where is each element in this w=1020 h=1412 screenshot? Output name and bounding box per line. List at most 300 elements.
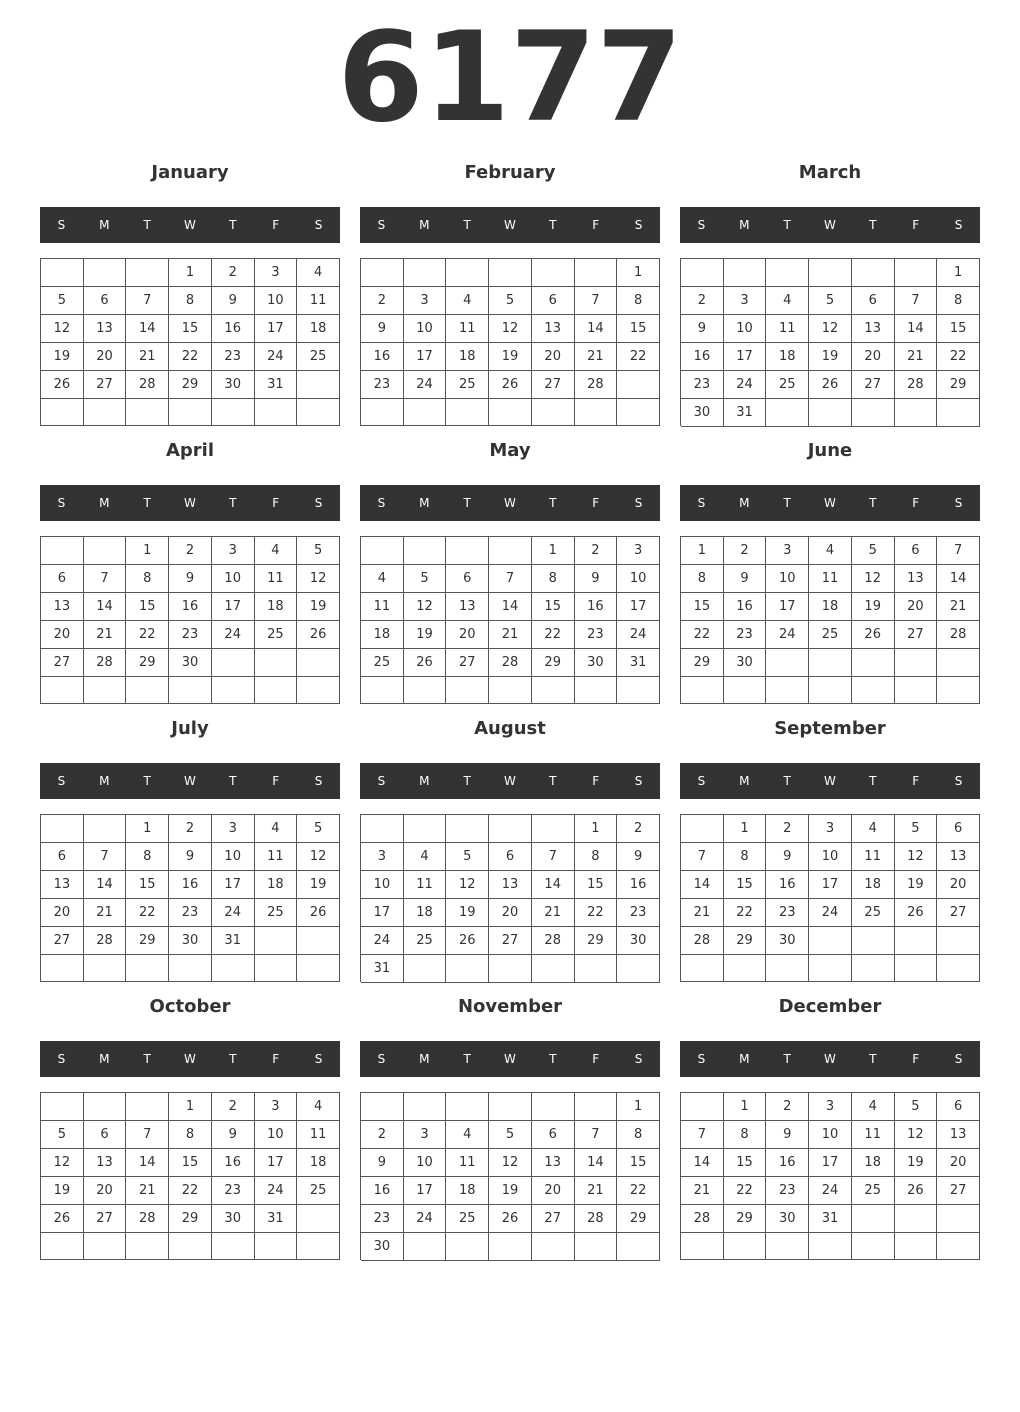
day-cell[interactable]: 2 [724,537,767,565]
day-cell[interactable]: 13 [895,565,938,593]
day-cell[interactable]: 22 [937,343,980,371]
day-cell[interactable]: 20 [532,1177,575,1205]
day-cell[interactable]: 26 [895,899,938,927]
day-cell[interactable]: 3 [255,1093,298,1121]
day-cell[interactable]: 19 [489,343,532,371]
day-cell[interactable]: 5 [895,1093,938,1121]
day-cell[interactable]: 7 [575,287,618,315]
day-cell[interactable]: 14 [532,871,575,899]
day-cell[interactable]: 3 [404,287,447,315]
day-cell[interactable]: 14 [575,315,618,343]
day-cell[interactable]: 30 [617,927,660,955]
day-cell[interactable]: 1 [724,1093,767,1121]
day-cell[interactable]: 10 [617,565,660,593]
day-cell[interactable]: 23 [361,1205,404,1233]
day-cell[interactable]: 27 [532,1205,575,1233]
day-cell[interactable]: 3 [212,815,255,843]
day-cell[interactable]: 6 [937,1093,980,1121]
day-cell[interactable]: 26 [446,927,489,955]
day-cell[interactable]: 7 [895,287,938,315]
day-cell[interactable]: 7 [126,287,169,315]
day-cell[interactable]: 25 [446,1205,489,1233]
day-cell[interactable]: 9 [766,1121,809,1149]
day-cell[interactable]: 3 [724,287,767,315]
day-cell[interactable]: 6 [84,1121,127,1149]
day-cell[interactable]: 7 [937,537,980,565]
day-cell[interactable]: 27 [41,927,84,955]
day-cell[interactable]: 4 [809,537,852,565]
day-cell[interactable]: 13 [489,871,532,899]
day-cell[interactable]: 10 [766,565,809,593]
day-cell[interactable]: 4 [446,287,489,315]
day-cell[interactable]: 7 [681,1121,724,1149]
day-cell[interactable]: 13 [532,1149,575,1177]
day-cell[interactable]: 31 [212,927,255,955]
day-cell[interactable]: 1 [126,537,169,565]
day-cell[interactable]: 28 [84,927,127,955]
day-cell[interactable]: 29 [126,927,169,955]
day-cell[interactable]: 9 [766,843,809,871]
day-cell[interactable]: 14 [84,593,127,621]
day-cell[interactable]: 13 [532,315,575,343]
day-cell[interactable]: 19 [809,343,852,371]
day-cell[interactable]: 25 [446,371,489,399]
day-cell[interactable]: 2 [766,1093,809,1121]
day-cell[interactable]: 25 [255,899,298,927]
day-cell[interactable]: 8 [617,1121,660,1149]
day-cell[interactable]: 12 [895,1121,938,1149]
day-cell[interactable]: 4 [255,537,298,565]
day-cell[interactable]: 4 [361,565,404,593]
day-cell[interactable]: 27 [84,1205,127,1233]
day-cell[interactable]: 5 [404,565,447,593]
day-cell[interactable]: 10 [404,315,447,343]
day-cell[interactable]: 11 [404,871,447,899]
day-cell[interactable]: 10 [212,843,255,871]
day-cell[interactable]: 1 [681,537,724,565]
day-cell[interactable]: 10 [724,315,767,343]
day-cell[interactable]: 25 [297,343,340,371]
day-cell[interactable]: 13 [937,843,980,871]
day-cell[interactable]: 24 [617,621,660,649]
day-cell[interactable]: 24 [255,343,298,371]
day-cell[interactable]: 30 [212,371,255,399]
day-cell[interactable]: 10 [255,1121,298,1149]
day-cell[interactable]: 21 [489,621,532,649]
day-cell[interactable]: 2 [212,1093,255,1121]
day-cell[interactable]: 16 [575,593,618,621]
day-cell[interactable]: 12 [297,565,340,593]
day-cell[interactable]: 4 [852,1093,895,1121]
day-cell[interactable]: 9 [681,315,724,343]
day-cell[interactable]: 18 [852,871,895,899]
day-cell[interactable]: 13 [446,593,489,621]
day-cell[interactable]: 6 [446,565,489,593]
day-cell[interactable]: 24 [255,1177,298,1205]
day-cell[interactable]: 18 [361,621,404,649]
day-cell[interactable]: 18 [446,343,489,371]
day-cell[interactable]: 2 [361,1121,404,1149]
day-cell[interactable]: 15 [532,593,575,621]
day-cell[interactable]: 15 [617,1149,660,1177]
day-cell[interactable]: 30 [681,399,724,427]
day-cell[interactable]: 17 [809,871,852,899]
day-cell[interactable]: 13 [41,871,84,899]
day-cell[interactable]: 23 [169,899,212,927]
day-cell[interactable]: 15 [169,315,212,343]
day-cell[interactable]: 28 [489,649,532,677]
day-cell[interactable]: 4 [446,1121,489,1149]
day-cell[interactable]: 31 [724,399,767,427]
day-cell[interactable]: 22 [724,899,767,927]
day-cell[interactable]: 30 [361,1233,404,1261]
day-cell[interactable]: 31 [809,1205,852,1233]
day-cell[interactable]: 3 [255,259,298,287]
day-cell[interactable]: 28 [532,927,575,955]
day-cell[interactable]: 2 [361,287,404,315]
day-cell[interactable]: 17 [809,1149,852,1177]
day-cell[interactable]: 1 [724,815,767,843]
day-cell[interactable]: 17 [404,343,447,371]
day-cell[interactable]: 21 [84,899,127,927]
day-cell[interactable]: 18 [404,899,447,927]
day-cell[interactable]: 9 [169,843,212,871]
day-cell[interactable]: 3 [212,537,255,565]
day-cell[interactable]: 27 [446,649,489,677]
day-cell[interactable]: 14 [937,565,980,593]
day-cell[interactable]: 17 [255,1149,298,1177]
day-cell[interactable]: 8 [724,1121,767,1149]
day-cell[interactable]: 6 [532,1121,575,1149]
day-cell[interactable]: 19 [489,1177,532,1205]
day-cell[interactable]: 13 [84,315,127,343]
day-cell[interactable]: 6 [895,537,938,565]
day-cell[interactable]: 21 [575,1177,618,1205]
day-cell[interactable]: 16 [212,1149,255,1177]
day-cell[interactable]: 11 [361,593,404,621]
day-cell[interactable]: 6 [852,287,895,315]
day-cell[interactable]: 27 [937,899,980,927]
day-cell[interactable]: 1 [617,1093,660,1121]
day-cell[interactable]: 14 [84,871,127,899]
day-cell[interactable]: 8 [575,843,618,871]
day-cell[interactable]: 16 [212,315,255,343]
day-cell[interactable]: 6 [532,287,575,315]
day-cell[interactable]: 30 [766,927,809,955]
day-cell[interactable]: 11 [255,565,298,593]
day-cell[interactable]: 18 [446,1177,489,1205]
day-cell[interactable]: 26 [852,621,895,649]
day-cell[interactable]: 21 [126,343,169,371]
day-cell[interactable]: 5 [41,287,84,315]
day-cell[interactable]: 24 [809,899,852,927]
day-cell[interactable]: 23 [681,371,724,399]
day-cell[interactable]: 14 [126,1149,169,1177]
day-cell[interactable]: 15 [937,315,980,343]
day-cell[interactable]: 14 [126,315,169,343]
day-cell[interactable]: 6 [937,815,980,843]
day-cell[interactable]: 28 [895,371,938,399]
day-cell[interactable]: 23 [617,899,660,927]
day-cell[interactable]: 9 [361,315,404,343]
day-cell[interactable]: 15 [169,1149,212,1177]
day-cell[interactable]: 8 [126,565,169,593]
day-cell[interactable]: 2 [212,259,255,287]
day-cell[interactable]: 16 [766,1149,809,1177]
day-cell[interactable]: 20 [937,871,980,899]
day-cell[interactable]: 20 [446,621,489,649]
day-cell[interactable]: 18 [255,593,298,621]
day-cell[interactable]: 6 [41,843,84,871]
day-cell[interactable]: 10 [361,871,404,899]
day-cell[interactable]: 31 [361,955,404,983]
day-cell[interactable]: 28 [937,621,980,649]
day-cell[interactable]: 20 [937,1149,980,1177]
day-cell[interactable]: 21 [681,899,724,927]
day-cell[interactable]: 18 [852,1149,895,1177]
day-cell[interactable]: 4 [255,815,298,843]
day-cell[interactable]: 20 [852,343,895,371]
day-cell[interactable]: 24 [766,621,809,649]
day-cell[interactable]: 29 [532,649,575,677]
day-cell[interactable]: 17 [212,593,255,621]
day-cell[interactable]: 2 [681,287,724,315]
day-cell[interactable]: 26 [404,649,447,677]
day-cell[interactable]: 3 [809,815,852,843]
day-cell[interactable]: 15 [681,593,724,621]
day-cell[interactable]: 22 [126,621,169,649]
day-cell[interactable]: 23 [212,1177,255,1205]
day-cell[interactable]: 23 [766,1177,809,1205]
day-cell[interactable]: 22 [169,343,212,371]
day-cell[interactable]: 30 [724,649,767,677]
day-cell[interactable]: 12 [489,315,532,343]
day-cell[interactable]: 8 [681,565,724,593]
day-cell[interactable]: 14 [681,871,724,899]
day-cell[interactable]: 28 [575,371,618,399]
day-cell[interactable]: 30 [169,927,212,955]
day-cell[interactable]: 20 [41,899,84,927]
day-cell[interactable]: 29 [575,927,618,955]
day-cell[interactable]: 27 [937,1177,980,1205]
day-cell[interactable]: 17 [724,343,767,371]
day-cell[interactable]: 12 [852,565,895,593]
day-cell[interactable]: 12 [41,315,84,343]
day-cell[interactable]: 16 [361,343,404,371]
day-cell[interactable]: 11 [297,287,340,315]
day-cell[interactable]: 8 [169,287,212,315]
day-cell[interactable]: 1 [937,259,980,287]
day-cell[interactable]: 7 [84,565,127,593]
day-cell[interactable]: 19 [41,1177,84,1205]
day-cell[interactable]: 8 [126,843,169,871]
day-cell[interactable]: 18 [297,315,340,343]
day-cell[interactable]: 26 [41,1205,84,1233]
day-cell[interactable]: 2 [575,537,618,565]
day-cell[interactable]: 15 [126,871,169,899]
day-cell[interactable]: 12 [809,315,852,343]
day-cell[interactable]: 17 [212,871,255,899]
day-cell[interactable]: 27 [852,371,895,399]
day-cell[interactable]: 31 [617,649,660,677]
day-cell[interactable]: 30 [169,649,212,677]
day-cell[interactable]: 18 [766,343,809,371]
day-cell[interactable]: 18 [297,1149,340,1177]
day-cell[interactable]: 27 [489,927,532,955]
day-cell[interactable]: 17 [766,593,809,621]
day-cell[interactable]: 11 [255,843,298,871]
day-cell[interactable]: 24 [724,371,767,399]
day-cell[interactable]: 22 [169,1177,212,1205]
day-cell[interactable]: 11 [297,1121,340,1149]
day-cell[interactable]: 15 [724,1149,767,1177]
day-cell[interactable]: 10 [809,1121,852,1149]
day-cell[interactable]: 25 [404,927,447,955]
day-cell[interactable]: 25 [255,621,298,649]
day-cell[interactable]: 14 [489,593,532,621]
day-cell[interactable]: 22 [532,621,575,649]
day-cell[interactable]: 14 [895,315,938,343]
day-cell[interactable]: 22 [617,343,660,371]
day-cell[interactable]: 11 [446,315,489,343]
day-cell[interactable]: 11 [809,565,852,593]
day-cell[interactable]: 28 [681,927,724,955]
day-cell[interactable]: 4 [404,843,447,871]
day-cell[interactable]: 16 [169,593,212,621]
day-cell[interactable]: 19 [895,1149,938,1177]
day-cell[interactable]: 16 [169,871,212,899]
day-cell[interactable]: 5 [297,815,340,843]
day-cell[interactable]: 11 [852,843,895,871]
day-cell[interactable]: 28 [126,371,169,399]
day-cell[interactable]: 30 [575,649,618,677]
day-cell[interactable]: 23 [724,621,767,649]
day-cell[interactable]: 2 [766,815,809,843]
day-cell[interactable]: 8 [937,287,980,315]
day-cell[interactable]: 22 [617,1177,660,1205]
day-cell[interactable]: 11 [766,315,809,343]
day-cell[interactable]: 28 [84,649,127,677]
day-cell[interactable]: 5 [895,815,938,843]
day-cell[interactable]: 6 [489,843,532,871]
day-cell[interactable]: 19 [404,621,447,649]
day-cell[interactable]: 5 [852,537,895,565]
day-cell[interactable]: 3 [766,537,809,565]
day-cell[interactable]: 18 [255,871,298,899]
day-cell[interactable]: 15 [126,593,169,621]
day-cell[interactable]: 12 [489,1149,532,1177]
day-cell[interactable]: 12 [41,1149,84,1177]
day-cell[interactable]: 28 [681,1205,724,1233]
day-cell[interactable]: 5 [297,537,340,565]
day-cell[interactable]: 8 [617,287,660,315]
day-cell[interactable]: 3 [404,1121,447,1149]
day-cell[interactable]: 9 [212,1121,255,1149]
day-cell[interactable]: 1 [617,259,660,287]
day-cell[interactable]: 22 [681,621,724,649]
day-cell[interactable]: 19 [852,593,895,621]
day-cell[interactable]: 15 [575,871,618,899]
day-cell[interactable]: 29 [169,1205,212,1233]
day-cell[interactable]: 3 [617,537,660,565]
day-cell[interactable]: 4 [297,1093,340,1121]
day-cell[interactable]: 12 [297,843,340,871]
day-cell[interactable]: 13 [937,1121,980,1149]
day-cell[interactable]: 29 [724,1205,767,1233]
day-cell[interactable]: 7 [681,843,724,871]
day-cell[interactable]: 29 [681,649,724,677]
day-cell[interactable]: 10 [212,565,255,593]
day-cell[interactable]: 15 [724,871,767,899]
day-cell[interactable]: 2 [169,815,212,843]
day-cell[interactable]: 17 [404,1177,447,1205]
day-cell[interactable]: 22 [126,899,169,927]
day-cell[interactable]: 19 [446,899,489,927]
day-cell[interactable]: 23 [361,371,404,399]
day-cell[interactable]: 7 [126,1121,169,1149]
day-cell[interactable]: 28 [126,1205,169,1233]
day-cell[interactable]: 21 [895,343,938,371]
day-cell[interactable]: 4 [852,815,895,843]
day-cell[interactable]: 11 [852,1121,895,1149]
day-cell[interactable]: 23 [212,343,255,371]
day-cell[interactable]: 16 [361,1177,404,1205]
day-cell[interactable]: 3 [809,1093,852,1121]
day-cell[interactable]: 20 [84,343,127,371]
day-cell[interactable]: 31 [255,1205,298,1233]
day-cell[interactable]: 28 [575,1205,618,1233]
day-cell[interactable]: 6 [41,565,84,593]
day-cell[interactable]: 30 [766,1205,809,1233]
day-cell[interactable]: 8 [724,843,767,871]
day-cell[interactable]: 16 [617,871,660,899]
day-cell[interactable]: 26 [297,899,340,927]
day-cell[interactable]: 10 [404,1149,447,1177]
day-cell[interactable]: 1 [126,815,169,843]
day-cell[interactable]: 21 [126,1177,169,1205]
day-cell[interactable]: 26 [489,371,532,399]
day-cell[interactable]: 20 [489,899,532,927]
day-cell[interactable]: 22 [724,1177,767,1205]
day-cell[interactable]: 20 [532,343,575,371]
day-cell[interactable]: 20 [84,1177,127,1205]
day-cell[interactable]: 15 [617,315,660,343]
day-cell[interactable]: 26 [489,1205,532,1233]
day-cell[interactable]: 9 [361,1149,404,1177]
day-cell[interactable]: 30 [212,1205,255,1233]
day-cell[interactable]: 25 [809,621,852,649]
day-cell[interactable]: 25 [361,649,404,677]
day-cell[interactable]: 21 [575,343,618,371]
day-cell[interactable]: 6 [84,287,127,315]
day-cell[interactable]: 24 [361,927,404,955]
day-cell[interactable]: 17 [361,899,404,927]
day-cell[interactable]: 24 [809,1177,852,1205]
day-cell[interactable]: 9 [617,843,660,871]
day-cell[interactable]: 13 [84,1149,127,1177]
day-cell[interactable]: 23 [766,899,809,927]
day-cell[interactable]: 5 [809,287,852,315]
day-cell[interactable]: 29 [724,927,767,955]
day-cell[interactable]: 5 [489,287,532,315]
day-cell[interactable]: 7 [489,565,532,593]
day-cell[interactable]: 10 [809,843,852,871]
day-cell[interactable]: 4 [297,259,340,287]
day-cell[interactable]: 16 [681,343,724,371]
day-cell[interactable]: 21 [681,1177,724,1205]
day-cell[interactable]: 27 [84,371,127,399]
day-cell[interactable]: 9 [724,565,767,593]
